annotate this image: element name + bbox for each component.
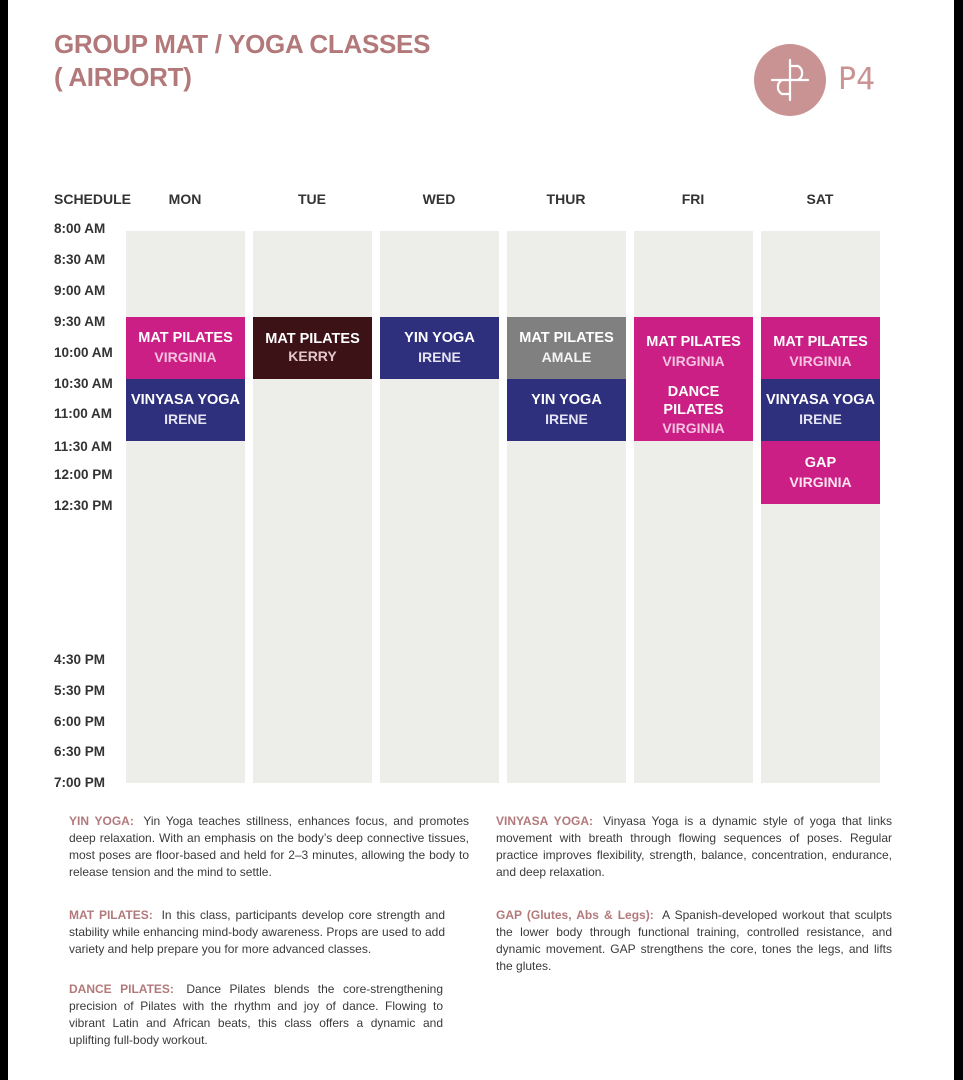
class-name: YIN YOGA [531,392,602,408]
class-block-sat-mat-pilates[interactable] [761,317,880,379]
description-text: Vinyasa Yoga is a dynamic style of yoga that links movement with breath through flowing sequences of poses. Regular practice improves flexibility, strength, balance, concentration, endurance, and deep relaxation. [496,814,893,879]
description-text: A Spanish-developed workout that sculpts the lower body through functional training, controlled resistance, and dynamic movement. GAP strengthens the core, tones the legs, and lifts the glutes. [496,908,893,973]
class-name: MAT PILATES [773,334,868,350]
time-label: 4:30 PM [54,652,106,667]
time-label: 6:00 PM [54,714,106,729]
description-text: Yin Yoga teaches stillness, enhances focus, and promotes deep relaxation. With an emphasis on the body’s deep connective tissues, most poses are floor-based and held for 2–3 minutes, allowing the body to release tension and the mind to settle. [69,814,469,879]
class-instructor: VIRGINIA [789,473,852,490]
schedule-header: SCHEDULE [54,191,132,207]
class-name: MAT PILATES [646,334,741,350]
class-block-thur-mat-pilates[interactable] [507,317,626,379]
class-instructor: VIRGINIA [789,353,852,369]
class-instructor: IRENE [799,411,842,427]
class-name-line-1: DANCE [667,384,720,400]
class-block-fri-dance-pilates[interactable] [634,379,753,441]
description-heading: MAT PILATES: [69,908,153,922]
day-column-sat [761,231,880,783]
description-text: Dance Pilates blends the core-strengthening precision of Pilates with the rhythm and joy of dance. Flowing to vibrant Latin and African beats, this class offers a dynamic and uplifting full-body workout. [69,982,443,1047]
class-name-line-2: PILATES [663,402,724,418]
time-label: 6:30 PM [54,744,106,759]
class-instructor: IRENE [164,411,207,427]
class-instructor: VIRGINIA [154,349,217,365]
description-text: In this class, participants develop core strength and stability while enhancing mind-body awareness. Props are used to add variety and help prepare you for more advanced classes. [69,908,445,956]
class-instructor: IRENE [418,349,461,365]
time-label: 10:00 AM [54,345,113,360]
day-header-wed: WED [422,191,456,207]
title-line-1: GROUP MAT / YOGA CLASSES [54,29,431,59]
day-column-tue [253,231,372,783]
class-instructor: AMALE [541,349,592,365]
time-label: 9:00 AM [54,283,106,298]
title-line-2: ( AIRPORT) [54,62,192,92]
class-block-sat-gap[interactable] [761,441,880,504]
day-header-sat: SAT [806,191,834,207]
class-instructor: IRENE [545,411,588,427]
day-column-fri [634,231,753,783]
class-name: YIN YOGA [404,330,475,346]
class-instructor: KERRY [288,348,337,364]
class-name: VINYASA YOGA [765,392,876,408]
time-label: 11:00 AM [54,406,113,421]
class-block-mon-vinyasa-yoga[interactable] [126,379,245,441]
class-instructor: VIRGINIA [662,353,725,369]
schedule-page [8,0,954,1080]
class-block-wed-yin-yoga[interactable] [380,317,499,379]
class-name: MAT PILATES [138,330,233,346]
description-heading: DANCE PILATES: [69,982,174,996]
description-heading: VINYASA YOGA: [496,814,594,828]
time-label: 8:30 AM [54,252,106,267]
description-dance-pilates [69,981,443,1049]
class-name: GAP [804,454,837,471]
class-name: MAT PILATES [519,330,614,346]
class-block-fri-mat-pilates[interactable] [634,317,753,379]
description-mat-pilates [69,907,445,958]
day-header-mon: MON [168,191,202,207]
class-name: VINYASA YOGA [130,392,241,408]
p4-logo [752,42,892,118]
day-header-tue: TUE [298,191,326,207]
time-label: 8:00 AM [54,221,106,236]
time-label: 7:00 PM [54,775,106,790]
description-yin-yoga [69,813,469,881]
day-column-wed [380,231,499,783]
class-name: MAT PILATES [265,331,360,347]
time-label: 9:30 AM [54,314,106,329]
description-heading: GAP (Glutes, Abs & Legs): [496,908,654,922]
class-block-sat-vinyasa-yoga[interactable] [761,379,880,441]
time-label: 5:30 PM [54,683,106,698]
day-header-fri: FRI [681,191,705,207]
time-label: 11:30 AM [54,439,113,454]
p4-logo-mark-icon [752,42,828,118]
time-label: 12:00 PM [54,467,113,482]
class-instructor: VIRGINIA [662,420,725,436]
description-vinyasa-yoga [496,813,892,881]
time-label: 10:30 AM [54,376,113,391]
class-block-mon-mat-pilates[interactable] [126,317,245,379]
class-block-thur-yin-yoga[interactable] [507,379,626,441]
day-column-thur [507,231,626,783]
day-column-mon [126,231,245,783]
class-block-tue-mat-pilates[interactable] [253,317,372,379]
day-header-thur: THUR [546,191,586,207]
time-label: 12:30 PM [54,498,113,513]
logo-text: P4 [838,62,876,97]
page-title [54,28,430,94]
description-heading: YIN YOGA: [69,814,134,828]
description-gap [496,907,892,975]
